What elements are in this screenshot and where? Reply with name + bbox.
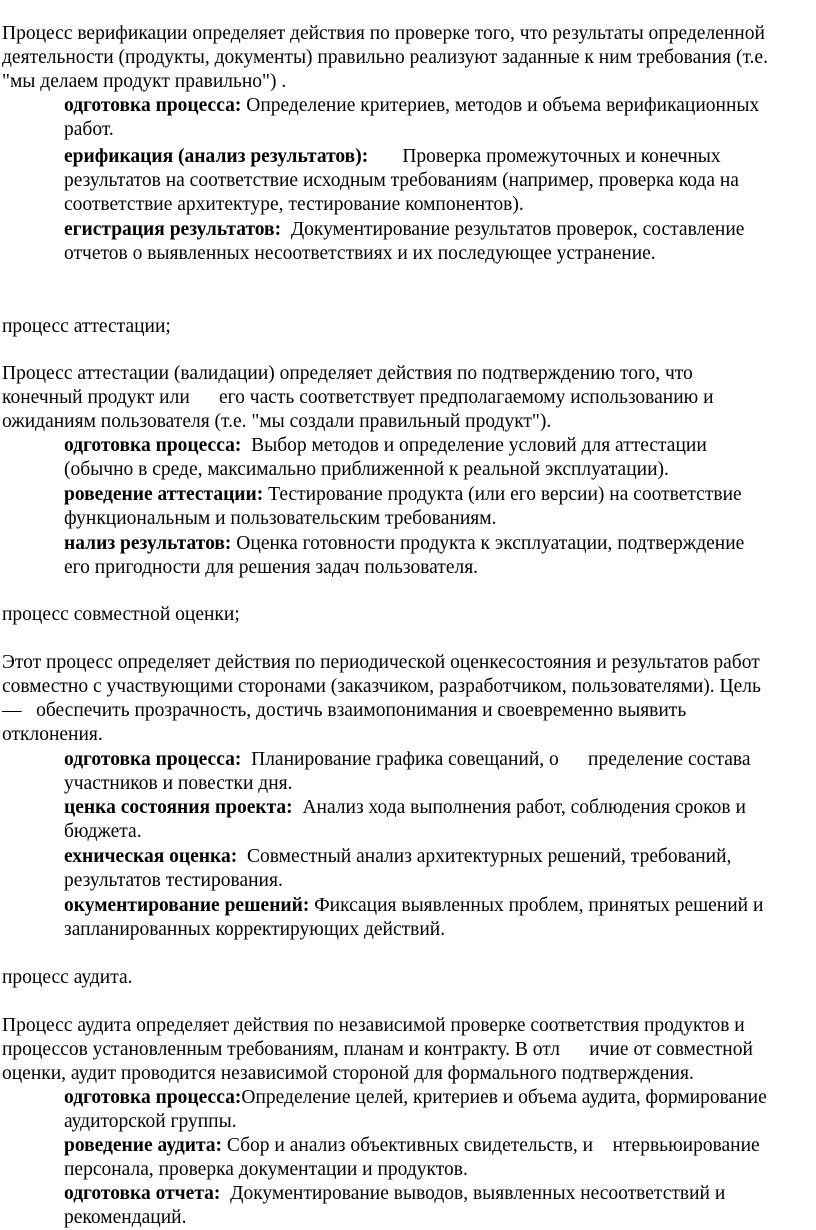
item-term: ценка состояния проекта: [64, 797, 293, 818]
item-text: Документирование результатов проверок, составление [281, 219, 745, 240]
joint-review-intro [2, 651, 761, 747]
text-line: "мы делаем продукт правильно") . [2, 71, 287, 92]
item-text: Тестирование продукта (или его версии) на соответствие [263, 484, 742, 505]
text-line: деятельности (продукты, документы) правильно реализуют заданные к ним требования (т.е. [2, 47, 768, 68]
item-term: ерификация (анализ результатов): [64, 146, 369, 167]
text-line: оценки, аудит проводится независимой стороной для формального подтверждения. [2, 1063, 694, 1084]
audit-heading: процесс аудита. [2, 967, 133, 988]
item-text: работ. [64, 119, 114, 140]
item-text: запланированных корректирующих действий. [64, 919, 446, 940]
attestation-item-conduct [64, 483, 742, 531]
audit-item-preparation [64, 1086, 767, 1134]
text-line: ожиданиям пользователя (т.е. "мы создали правильный продукт"). [2, 411, 552, 432]
joint-review-item-status [64, 796, 746, 844]
item-text: Совместный анализ архитектурных решений, требований, [237, 846, 732, 867]
item-term: одготовка процесса: [64, 1087, 242, 1108]
joint-review-heading: процесс совместной оценки; [2, 604, 240, 625]
text-line: Этот процесс определяет действия по периодической оценкесостояния и результатов работ [2, 652, 760, 673]
joint-review-item-documenting [64, 894, 763, 942]
item-text: Сбор и анализ объективных свидетельств, и нтервьюирование [222, 1135, 760, 1156]
item-term: егистрация результатов: [64, 219, 282, 240]
attestation-heading: процесс аттестации; [2, 316, 171, 337]
audit-item-report [64, 1182, 725, 1230]
item-text: Планирование графика совещаний, о пределение состава [241, 749, 751, 770]
item-text: персонала, проверка документации и продуктов. [64, 1159, 468, 1180]
joint-review-item-technical [64, 845, 731, 893]
text-line: Процесс аудита определяет действия по независимой проверке соответствия продуктов и [2, 1015, 745, 1036]
text-line: Процесс верификации определяет действия по проверке того, что результаты определенной [2, 23, 765, 44]
item-term: одготовка процесса: [64, 95, 242, 116]
item-term: нализ результатов: [64, 533, 232, 554]
text-line: конечный продукт или его часть соответствует предполагаемому использованию и [2, 387, 714, 408]
item-term: одготовка процесса: [64, 435, 242, 456]
item-term: одготовка отчета: [64, 1183, 221, 1204]
item-term: одготовка процесса: [64, 749, 242, 770]
item-text: Документирование выводов, выявленных несоответствий и [220, 1183, 726, 1204]
item-term: роведение аудита: [64, 1135, 222, 1156]
item-text: Фиксация выявленных проблем, принятых решений и [309, 895, 764, 916]
item-text: Оценка готовности продукта к эксплуатации, подтверждение [231, 533, 745, 554]
item-text: Определение целей, критериев и объема аудита, формирование [241, 1087, 767, 1108]
item-text: бюджета. [64, 821, 142, 842]
item-text: его пригодности для решения задач пользователя. [64, 557, 479, 578]
item-text: Определение критериев, методов и объема верификационных [241, 95, 760, 116]
item-term: окументирование решений: [64, 895, 310, 916]
item-text: соответствие архитектуре, тестирование компонентов). [64, 194, 524, 215]
item-text: аудиторской группы. [64, 1111, 237, 1132]
attestation-item-preparation [64, 434, 707, 482]
attestation-intro [2, 362, 714, 434]
item-text: Анализ хода выполнения работ, соблюдения сроков и [292, 797, 746, 818]
text-line: совместно с участвующими сторонами (заказчиком, разработчиком, пользователями). Цель [2, 676, 761, 697]
item-text: результатов тестирования. [64, 870, 283, 891]
item-text: Выбор методов и определение условий для аттестации [241, 435, 707, 456]
item-text: функциональным и пользовательским требованиям. [64, 508, 497, 529]
verification-intro [2, 22, 768, 94]
verification-item-registration [64, 218, 744, 266]
text-line: Процесс аттестации (валидации) определяет действия по подтверждению того, что [2, 363, 693, 384]
item-text: рекомендаций. [64, 1207, 187, 1228]
item-text: отчетов о выявленных несоответствиях и их последующее устранение. [64, 243, 656, 264]
attestation-item-analysis [64, 532, 744, 580]
item-term: роведение аттестации: [64, 484, 264, 505]
text-line: отклонения. [2, 724, 103, 745]
audit-item-conduct [64, 1134, 760, 1182]
text-line: — обеспечить прозрачность, достичь взаимопонимания и своевременно выявить [2, 700, 687, 721]
item-text: результатов на соответствие исходным требованиям (например, проверка кода на [64, 170, 739, 191]
text-line: процессов установленным требованиям, планам и контракту. В отл ичие от совместной [2, 1039, 753, 1060]
verification-item-preparation [64, 94, 759, 142]
audit-intro [2, 1014, 753, 1086]
verification-item-analysis [64, 145, 739, 217]
item-text: (обычно в среде, максимально приближенной к реальной эксплуатации). [64, 459, 669, 480]
item-text: Проверка промежуточных и конечных [368, 146, 721, 167]
item-text: участников и повестки дня. [64, 773, 293, 794]
joint-review-item-preparation [64, 748, 751, 796]
item-term: ехническая оценка: [64, 846, 238, 867]
